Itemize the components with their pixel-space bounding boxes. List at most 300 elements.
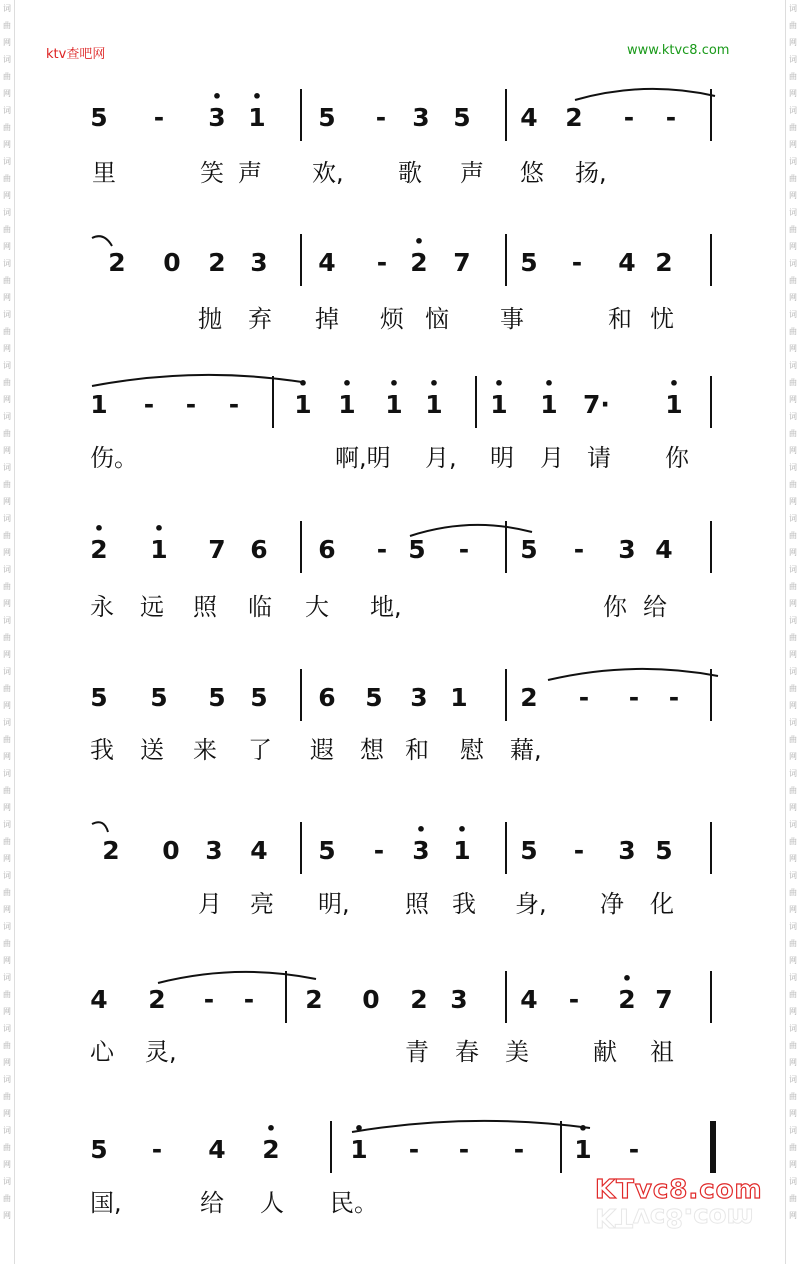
jianpu-note (88, 1135, 110, 1165)
jianpu-note-digit: - (578, 683, 590, 712)
jianpu-note-digit: 5 (365, 683, 383, 712)
jianpu-note (653, 248, 675, 278)
jianpu-note-digit: 5 (520, 535, 538, 564)
jianpu-note (653, 985, 675, 1015)
jianpu-note-digit: - (185, 390, 197, 419)
jianpu-note-digit: - (408, 1135, 420, 1164)
jianpu-note (488, 374, 510, 420)
lyric-char: 和 (405, 736, 429, 764)
jianpu-note-digit: 5 (90, 103, 108, 132)
jianpu-note-digit: 3 (250, 248, 268, 277)
lyric-char: 明, (318, 890, 350, 918)
jianpu-note-digit: 2 (655, 248, 673, 277)
lyric-char: 民。 (330, 1189, 378, 1217)
jianpu-note (408, 683, 430, 713)
jianpu-note-digit: 2 (102, 836, 120, 865)
jianpu-note (88, 390, 110, 420)
jianpu-note (538, 374, 560, 420)
jianpu-note (563, 985, 585, 1015)
jianpu-note (316, 683, 338, 713)
lyric-char: 掉 (315, 305, 339, 333)
barline (300, 669, 302, 721)
barline (710, 971, 712, 1023)
jianpu-note (248, 248, 270, 278)
jianpu-note (623, 1135, 645, 1165)
octave-dot-icon: • (297, 374, 309, 393)
octave-dot-icon: • (493, 374, 505, 393)
jianpu-note (518, 985, 540, 1015)
jianpu-note-digit: 0 (163, 248, 181, 277)
jianpu-note-digit: 7 (208, 535, 226, 564)
barline (300, 521, 302, 573)
lyric-char: 月 (198, 890, 222, 918)
slur-tie (548, 669, 718, 680)
barline (300, 89, 302, 141)
jianpu-note (161, 248, 183, 278)
jianpu-note-digit: 5 (318, 836, 336, 865)
jianpu-note-digit: 7 (655, 985, 673, 1014)
lyric-char: 月 (540, 444, 564, 472)
slur-tie (575, 89, 715, 100)
jianpu-note-digit: 3 (450, 985, 468, 1014)
lyric-char: 青 (405, 1038, 429, 1066)
jianpu-note-digit: 1 (425, 390, 443, 419)
jianpu-note-digit: - (376, 535, 388, 564)
jianpu-note-digit: 2 (208, 248, 226, 277)
lyric-char: 声 (460, 159, 484, 187)
jianpu-note (148, 103, 170, 133)
lyric-char: 遐 (310, 736, 334, 764)
lyric-char: 国, (90, 1189, 122, 1217)
lyric-char: 忧 (650, 305, 674, 333)
lyric-char: 照 (193, 593, 217, 621)
jianpu-note-digit: - (373, 836, 385, 865)
octave-dot-icon: • (456, 820, 468, 839)
jianpu-note (206, 1135, 228, 1165)
jianpu-note (248, 836, 270, 866)
jianpu-note (410, 103, 432, 133)
jianpu-note (148, 683, 170, 713)
lyric-char: 欢, (312, 159, 344, 187)
jianpu-note-digit: 0 (162, 836, 180, 865)
barline (710, 234, 712, 286)
site-watermark-reflection: KTvc8.com (595, 1202, 754, 1232)
barline (505, 234, 507, 286)
jianpu-note-digit: - (153, 103, 165, 132)
jianpu-note-digit: 2 (520, 683, 538, 712)
lyric-char: 给 (643, 593, 667, 621)
lyric-char: 慰 (460, 736, 484, 764)
jianpu-note (653, 836, 675, 866)
jianpu-note (451, 103, 473, 133)
jianpu-note-digit: 1 (450, 683, 468, 712)
barline (505, 822, 507, 874)
jianpu-note (410, 820, 432, 866)
lyric-char: 地, (370, 593, 402, 621)
lyric-char: 人 (260, 1189, 284, 1217)
jianpu-note-digit: 7· (583, 390, 610, 419)
jianpu-note (616, 248, 638, 278)
barline (710, 89, 712, 141)
jianpu-note (616, 836, 638, 866)
jianpu-note (138, 390, 160, 420)
lyric-char: 你 (665, 444, 689, 472)
lyric-char: 化 (650, 890, 674, 918)
jianpu-note (518, 683, 540, 713)
jianpu-note-digit: 3 (412, 836, 430, 865)
slur-tie (352, 1121, 590, 1132)
jianpu-note (663, 374, 685, 420)
lyric-char: 和 (608, 305, 632, 333)
jianpu-note (248, 683, 270, 713)
right-side-strip: 词曲网词曲网词曲网词曲网词曲网词曲网词曲网词曲网词曲网词曲网词曲网词曲网词曲网词曲网词曲网词曲网词曲网词曲网词曲网词曲网词曲网词曲网词曲网词曲网 (785, 0, 800, 1264)
jianpu-note (363, 683, 385, 713)
jianpu-note-digit: 4 (318, 248, 336, 277)
jianpu-note (660, 103, 682, 133)
jianpu-note (383, 374, 405, 420)
jianpu-note-digit: 2 (305, 985, 323, 1014)
jianpu-note-digit: 1 (150, 535, 168, 564)
jianpu-note (348, 1119, 370, 1165)
jianpu-note (106, 248, 128, 278)
jianpu-note-digit: 0 (362, 985, 380, 1014)
jianpu-note-digit: 1 (385, 390, 403, 419)
octave-dot-icon: • (251, 87, 263, 106)
jianpu-note-digit: 5 (520, 248, 538, 277)
lyric-char: 临 (248, 593, 272, 621)
lyric-char: 给 (200, 1189, 224, 1217)
lyric-char: 歌 (398, 159, 422, 187)
jianpu-note-digit: 4 (90, 985, 108, 1014)
lyric-char: 心 (90, 1038, 114, 1066)
jianpu-note (453, 1135, 475, 1165)
jianpu-note-digit: 1 (490, 390, 508, 419)
jianpu-note (316, 103, 338, 133)
jianpu-note-digit: 5 (520, 836, 538, 865)
jianpu-note-digit: 5 (208, 683, 226, 712)
jianpu-note-digit: - (573, 836, 585, 865)
jianpu-note-digit: 1 (665, 390, 683, 419)
jianpu-note (160, 836, 182, 866)
jianpu-note-digit: - (623, 103, 635, 132)
jianpu-note (100, 836, 122, 866)
jianpu-note (518, 248, 540, 278)
site-name-left: ktv查吧网 (46, 47, 106, 62)
lyric-char: 啊,明 (335, 444, 391, 472)
octave-dot-icon: • (428, 374, 440, 393)
lyric-char: 扬, (575, 159, 607, 187)
jianpu-note (206, 87, 228, 133)
jianpu-note (663, 683, 685, 713)
lyric-char: 伤。 (90, 444, 138, 472)
jianpu-note-digit: 7 (453, 248, 471, 277)
jianpu-note (292, 374, 314, 420)
jianpu-note-digit: 6 (318, 683, 336, 712)
barline (505, 521, 507, 573)
jianpu-note (583, 390, 610, 420)
barline (710, 376, 712, 428)
jianpu-note-digit: 3 (618, 836, 636, 865)
jianpu-note-digit: - (375, 103, 387, 132)
jianpu-note-digit: 4 (520, 985, 538, 1014)
jianpu-note-digit: 3 (410, 683, 428, 712)
jianpu-note-digit: 4 (250, 836, 268, 865)
jianpu-note (360, 985, 382, 1015)
jianpu-note (316, 836, 338, 866)
jianpu-note-digit: - (628, 1135, 640, 1164)
jianpu-note-digit: 4 (208, 1135, 226, 1164)
jianpu-note-digit: - (228, 390, 240, 419)
jianpu-note (423, 374, 445, 420)
jianpu-note (368, 836, 390, 866)
site-url-right: www.ktvc8.com (627, 43, 730, 58)
jianpu-note-digit: 2 (410, 985, 428, 1014)
jianpu-note (616, 969, 638, 1015)
barline (330, 1121, 332, 1173)
lyric-char: 想 (360, 736, 384, 764)
jianpu-note (616, 535, 638, 565)
jianpu-note-digit: 1 (338, 390, 356, 419)
jianpu-note (206, 248, 228, 278)
jianpu-note (451, 820, 473, 866)
lyric-char: 藉, (510, 736, 542, 764)
jianpu-note-digit: - (243, 985, 255, 1014)
lyric-char: 永 (90, 593, 114, 621)
jianpu-note (316, 248, 338, 278)
jianpu-note-digit: - (665, 103, 677, 132)
jianpu-note-digit: 5 (90, 1135, 108, 1164)
jianpu-note-digit: 1 (248, 103, 266, 132)
jianpu-note-digit: 2 (148, 985, 166, 1014)
jianpu-note-digit: 4 (520, 103, 538, 132)
slur-tie (92, 822, 108, 832)
octave-dot-icon: • (415, 820, 427, 839)
lyric-char: 明 (490, 444, 514, 472)
jianpu-note-digit: 2 (90, 535, 108, 564)
barline (560, 1121, 562, 1173)
jianpu-note-digit: 2 (618, 985, 636, 1014)
octave-dot-icon: • (543, 374, 555, 393)
lyric-char: 笑 (200, 159, 224, 187)
jianpu-note (568, 535, 590, 565)
jianpu-note (518, 535, 540, 565)
lyric-char: 弃 (248, 305, 272, 333)
final-barline (710, 1121, 716, 1173)
jianpu-note-digit: 1 (294, 390, 312, 419)
jianpu-note (88, 103, 110, 133)
lyric-char: 声 (238, 159, 262, 187)
lyric-char: 灵, (145, 1038, 177, 1066)
jianpu-note-digit: - (573, 535, 585, 564)
octave-dot-icon: • (93, 519, 105, 538)
octave-dot-icon: • (621, 969, 633, 988)
jianpu-note (316, 535, 338, 565)
lyric-char: 照 (405, 890, 429, 918)
jianpu-note-digit: 5 (408, 535, 426, 564)
jianpu-note (370, 103, 392, 133)
jianpu-note-digit: - (376, 248, 388, 277)
jianpu-note-digit: 5 (250, 683, 268, 712)
jianpu-note (246, 87, 268, 133)
jianpu-note-digit: 3 (205, 836, 223, 865)
jianpu-note (573, 683, 595, 713)
jianpu-note-digit: 5 (453, 103, 471, 132)
barline (285, 971, 287, 1023)
jianpu-note-digit: 2 (262, 1135, 280, 1164)
jianpu-note (518, 836, 540, 866)
jianpu-note (453, 535, 475, 565)
jianpu-note (238, 985, 260, 1015)
jianpu-note-digit: - (668, 683, 680, 712)
jianpu-note-digit: 1 (540, 390, 558, 419)
jianpu-note-digit: 6 (250, 535, 268, 564)
barline (710, 521, 712, 573)
jianpu-note (88, 519, 110, 565)
lyric-char: 大 (305, 593, 329, 621)
jianpu-note-digit: 6 (318, 535, 336, 564)
lyric-char: 事 (500, 305, 524, 333)
octave-dot-icon: • (153, 519, 165, 538)
lyric-char: 献 (593, 1038, 617, 1066)
jianpu-note (371, 248, 393, 278)
jianpu-note (408, 985, 430, 1015)
lyric-char: 里 (92, 159, 116, 187)
jianpu-note (260, 1119, 282, 1165)
octave-dot-icon: • (413, 232, 425, 251)
jianpu-note-digit: - (143, 390, 155, 419)
site-watermark-logo: KTvc8.com (595, 1175, 763, 1205)
lyric-char: 恼 (425, 305, 449, 333)
jianpu-note (146, 985, 168, 1015)
jianpu-note-digit: 3 (618, 535, 636, 564)
barline (710, 822, 712, 874)
jianpu-note (223, 390, 245, 420)
jianpu-note (623, 683, 645, 713)
jianpu-note (203, 836, 225, 866)
jianpu-note (198, 985, 220, 1015)
jianpu-note-digit: - (458, 535, 470, 564)
lyric-char: 亮 (250, 890, 274, 918)
lyric-char: 悠 (520, 159, 544, 187)
jianpu-note-digit: 5 (655, 836, 673, 865)
lyric-char: 我 (90, 736, 114, 764)
jianpu-note-digit: 1 (350, 1135, 368, 1164)
octave-dot-icon: • (211, 87, 223, 106)
lyric-char: 抛 (198, 305, 222, 333)
jianpu-note (206, 683, 228, 713)
jianpu-note (206, 535, 228, 565)
barline (505, 89, 507, 141)
barline (505, 669, 507, 721)
jianpu-note (303, 985, 325, 1015)
jianpu-note-digit: 5 (90, 683, 108, 712)
jianpu-note (406, 535, 428, 565)
lyric-char: 了 (248, 736, 272, 764)
jianpu-note (572, 1119, 594, 1165)
octave-dot-icon: • (668, 374, 680, 393)
lyric-char: 远 (140, 593, 164, 621)
lyric-char: 我 (452, 890, 476, 918)
jianpu-note (88, 985, 110, 1015)
jianpu-note (408, 232, 430, 278)
jianpu-note-digit: 1 (574, 1135, 592, 1164)
jianpu-note (563, 103, 585, 133)
lyric-char: 送 (140, 736, 164, 764)
barline (300, 822, 302, 874)
slur-tie (92, 375, 302, 386)
jianpu-note (618, 103, 640, 133)
jianpu-note (566, 248, 588, 278)
barline (710, 669, 712, 721)
slur-tie (92, 236, 112, 246)
jianpu-note-digit: 5 (150, 683, 168, 712)
octave-dot-icon: • (388, 374, 400, 393)
jianpu-note (508, 1135, 530, 1165)
octave-dot-icon: • (353, 1119, 365, 1138)
jianpu-note (146, 1135, 168, 1165)
jianpu-note-digit: 4 (655, 535, 673, 564)
jianpu-note-digit: - (151, 1135, 163, 1164)
lyric-char: 净 (600, 890, 624, 918)
slur-tie (158, 972, 316, 983)
jianpu-note-digit: - (628, 683, 640, 712)
lyric-char: 月, (425, 444, 457, 472)
lyric-char: 请 (587, 444, 611, 472)
lyric-char: 你 (603, 593, 627, 621)
jianpu-note-digit: - (203, 985, 215, 1014)
jianpu-note-digit: 3 (412, 103, 430, 132)
jianpu-note (448, 683, 470, 713)
octave-dot-icon: • (341, 374, 353, 393)
lyric-char: 祖 (650, 1038, 674, 1066)
jianpu-note (180, 390, 202, 420)
octave-dot-icon: • (265, 1119, 277, 1138)
lyric-char: 烦 (380, 305, 404, 333)
jianpu-note (518, 103, 540, 133)
jianpu-note (403, 1135, 425, 1165)
jianpu-note (248, 535, 270, 565)
jianpu-note-digit: 3 (208, 103, 226, 132)
jianpu-note (448, 985, 470, 1015)
lyric-char: 春 (455, 1038, 479, 1066)
jianpu-note-digit: 1 (90, 390, 108, 419)
jianpu-note (451, 248, 473, 278)
lyric-char: 身, (515, 890, 547, 918)
jianpu-note (653, 535, 675, 565)
jianpu-note (371, 535, 393, 565)
left-side-strip: 词曲网词曲网词曲网词曲网词曲网词曲网词曲网词曲网词曲网词曲网词曲网词曲网词曲网词曲网词曲网词曲网词曲网词曲网词曲网词曲网词曲网词曲网词曲网词曲网 (0, 0, 15, 1264)
jianpu-note-digit: - (458, 1135, 470, 1164)
jianpu-note (148, 519, 170, 565)
barline (475, 376, 477, 428)
jianpu-note-digit: 4 (618, 248, 636, 277)
octave-dot-icon: • (577, 1119, 589, 1138)
lyric-char: 来 (193, 736, 217, 764)
jianpu-note-digit: 1 (453, 836, 471, 865)
jianpu-note (568, 836, 590, 866)
jianpu-note-digit: - (568, 985, 580, 1014)
jianpu-note-digit: 2 (565, 103, 583, 132)
barline (272, 376, 274, 428)
jianpu-note (336, 374, 358, 420)
jianpu-note-digit: - (513, 1135, 525, 1164)
barline (505, 971, 507, 1023)
jianpu-note-digit: 2 (410, 248, 428, 277)
jianpu-note-digit: - (571, 248, 583, 277)
jianpu-note-digit: 2 (108, 248, 126, 277)
lyric-char: 美 (505, 1038, 529, 1066)
jianpu-note (88, 683, 110, 713)
